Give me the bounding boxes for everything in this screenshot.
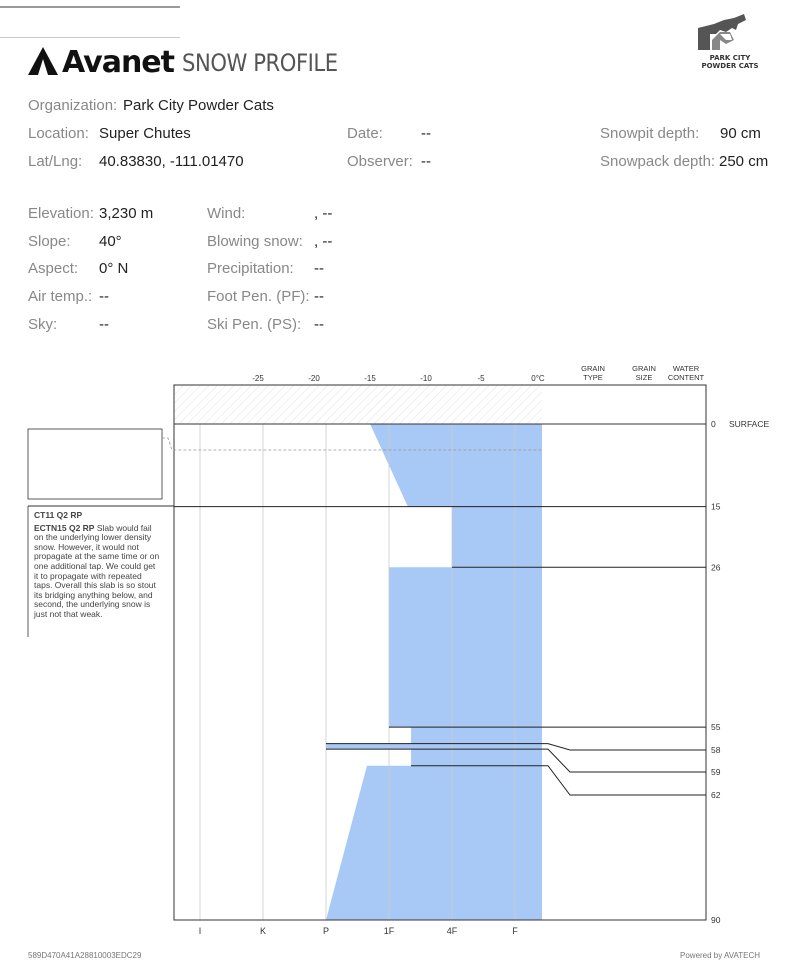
depth-label-26: 26	[711, 562, 721, 573]
hardness-layer-2	[389, 567, 542, 727]
document-id: 589D470A41A28810003EDC29	[28, 951, 142, 960]
brand-name: Avanet	[62, 45, 174, 80]
surface-label: SURFACE	[729, 419, 770, 429]
hardness-layer-3	[411, 727, 542, 744]
hardness-tick-label-0: I	[198, 926, 202, 936]
slope-label: Slope:	[28, 233, 71, 250]
depth-label-90: 90	[711, 915, 721, 925]
sky-value: --	[99, 316, 109, 333]
air-temp-value: --	[99, 288, 109, 305]
foot-pen-label: Foot Pen. (PF):	[207, 288, 310, 305]
temp-tick-label-1: -20	[308, 374, 320, 383]
hatched-surface-band	[174, 385, 542, 424]
observer-label: Observer:	[347, 153, 413, 170]
slope-value: 40°	[99, 233, 122, 250]
hardness-tick-label-3: 1F	[383, 926, 395, 936]
column-header-water-content-1: CONTENT	[667, 373, 705, 382]
elevation-label: Elevation:	[28, 205, 94, 222]
blowing-snow-value: , --	[314, 233, 333, 250]
hardness-tick-label-2: P	[322, 926, 330, 936]
snowpit-depth-label: Snowpit depth:	[600, 125, 700, 142]
column-header-grain-type-1: TYPE	[583, 373, 603, 382]
temp-tick-label-0: -25	[252, 374, 264, 383]
organization-value: Park City Powder Cats	[123, 97, 274, 114]
snowpack-depth-value: 250 cm	[719, 153, 769, 170]
wind-value: , --	[314, 205, 333, 222]
precipitation-label: Precipitation:	[207, 260, 294, 277]
elevation-value: 3,230 m	[99, 205, 154, 222]
brand-subtitle: SNOW PROFILE	[182, 49, 338, 77]
depth-label-59: 59	[711, 767, 721, 777]
ski-pen-label: Ski Pen. (PS):	[207, 316, 302, 333]
hardness-tick-label-4: 4F	[446, 926, 458, 936]
depth-label-0: 0	[711, 419, 716, 429]
location-value: Super Chutes	[99, 125, 191, 142]
location-label: Location:	[28, 125, 89, 142]
hardness-layer-5	[411, 749, 542, 766]
column-header-grain-size-1: SIZE	[635, 373, 653, 382]
powered-by: Powered by AVATECH	[680, 951, 761, 960]
blowing-snow-label: Blowing snow:	[207, 233, 303, 250]
hardness-layer-0	[370, 424, 542, 507]
ski-pen-value: --	[314, 316, 324, 333]
column-header-grain-size-0: GRAIN	[632, 364, 656, 373]
hardness-layer-1	[452, 507, 542, 568]
organization-label: Organization:	[28, 97, 118, 114]
sky-label: Sky:	[28, 316, 58, 333]
aspect-value: 0° N	[99, 260, 129, 277]
club-logo-text: PARK CITY POWDER CATS	[701, 54, 759, 70]
hardness-layer-4	[326, 744, 542, 750]
snowpack-depth-label: Snowpack depth:	[600, 153, 716, 170]
comment-box-1	[28, 429, 162, 499]
observer-value: --	[421, 153, 431, 170]
foot-pen-value: --	[314, 288, 324, 305]
column-header-grain-type-0: GRAIN	[581, 364, 605, 373]
depth-label-55: 55	[711, 722, 721, 733]
hardness-layer-6	[326, 766, 542, 920]
date-value: --	[421, 125, 431, 142]
latlng-label: Lat/Lng:	[28, 153, 83, 170]
depth-label-15: 15	[711, 501, 721, 512]
stability-test-2: ECTN15 Q2 RP	[34, 522, 95, 533]
depth-label-58: 58	[711, 745, 721, 755]
temp-tick-label-3: -10	[420, 374, 432, 383]
temp-tick-label-2: -15	[364, 374, 376, 383]
aspect-label: Aspect:	[28, 260, 79, 277]
temp-tick-label-4: -5	[477, 374, 485, 383]
precipitation-value: --	[314, 260, 324, 277]
stability-test-1: CT11 Q2 RP	[34, 510, 83, 520]
wind-label: Wind:	[207, 205, 246, 222]
date-label: Date:	[347, 125, 383, 142]
latlng-value: 40.83830, -111.01470	[99, 153, 244, 170]
snowpit-depth-value: 90 cm	[720, 125, 761, 142]
depth-label-62: 62	[711, 790, 721, 800]
hardness-tick-label-5: F	[512, 926, 518, 936]
stability-test-comment: Slab would fail on the underlying lower density snow. However, it would not propagate at the same time or on one additional tap. We could get it to propagate with repeated taps. Overall this slab is so stout its bridging anything below, and second, the underlying snow is just not that weak.	[34, 522, 160, 619]
column-header-water-content-0: WATER	[672, 364, 700, 373]
temp-tick-label-5: 0°C	[531, 374, 545, 383]
hardness-tick-label-1: K	[259, 926, 267, 936]
air-temp-label: Air temp.:	[28, 288, 93, 305]
